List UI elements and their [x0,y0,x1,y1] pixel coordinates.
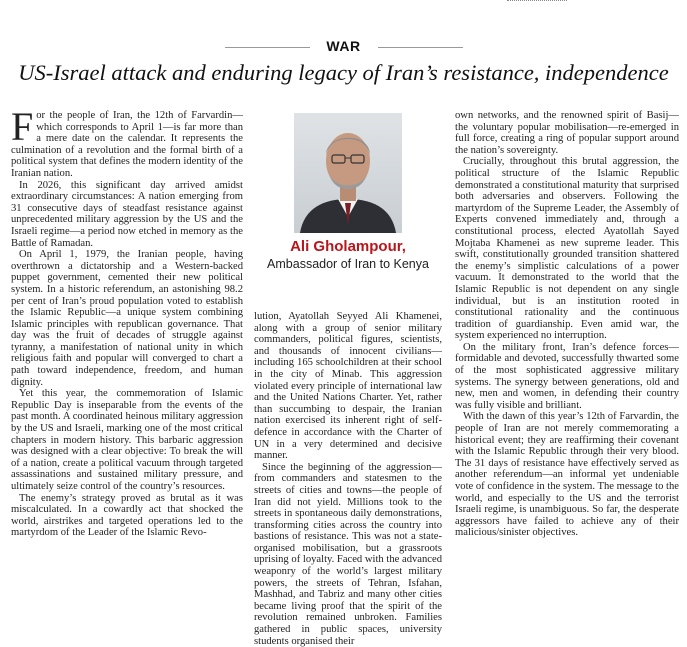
section-rule-right [378,47,463,48]
top-dotted-rule [507,0,567,1]
paragraph-text: or the people of Iran, the 12th of Farvardin—which corresponds to April 1—is far more than a mere date on the calendar. It represents the culmination of a revolution and the formal birth of a political system that defines the modern identity of the Iranian nation. [11,110,243,179]
author-portrait-graphic [294,113,402,233]
article-paragraph: own networks, and the renowned spirit of Basij—the voluntary popular mobilisation—re-emerged in full force, creating a ring of popular support around the nation’s sovereignty. [455,110,679,156]
article-column-2 [254,311,442,647]
article-paragraph: The enemy’s strategy proved as brutal as it was miscalculated. In a cowardly act that shocked the world, airstrikes and targeted operations led to the martyrdom of the Leader of the Islamic Revo- [11,492,243,539]
section-label [0,38,687,54]
article-paragraph: On the military front, Iran’s defence forces—formidable and devoted, successfully thwarted some of the most sophisticated aggressive military systems. The synergy between generations, old and new, men and women, in defending their country was fully visible and brilliant. [455,341,679,411]
headline: US-Israel attack and enduring legacy of Iran’s resistance, independence [18,60,669,85]
article-column-3 [455,110,679,539]
article-paragraph: With the dawn of this year’s 12th of Farvardin, the people of Iran are not merely commemorating a historical event; they are reaffirming their covenant with the Islamic Republic through their very blood. The 31 days of resistance have effectively served as another referendum—an informal yet undeniable vote of confidence in the system. The message to the world, and especially to the US and the terrorist Israeli regime, is unambiguous. So far, the desperate aggressors have failed to achieve any of their malicious/sinister objectives. [455,411,679,539]
drop-cap: F [11,104,34,149]
article-paragraph: Crucially, throughout this brutal aggression, the political structure of the Islamic Republic demonstrated a constitutional maturity that surprised both adversaries and observers. Following the martyrdom of the Supreme Leader, the Assembly of Experts convened immediately and, through a constitutional process, elected Ayatollah Sayed Mojtaba Khamenei as new supreme leader. This swift, constitutionally grounded transition shattered the enemy’s simplistic calculations of a power vacuum. It demonstrated to the world that the Islamic Republic is not dependent on any single individual, but is an institution rooted in constitutional rationality and the continuous tradition of guardianship. Even amid war, the system experienced no interruption. [455,156,679,342]
article-paragraph: In 2026, this significant day arrived amidst extraordinary circumstances: A nation emerging from 31 consecutive days of steadfast resistance against unprecedented military aggression by the US and the Israeli regime—a period now etched in memory as the Battle of Ramadan. [11,179,243,249]
article-paragraph: Since the beginning of the aggression—from commanders and statesmen to the streets of cities and towns—the people of Iran did not yield. Millions took to the streets in spontaneous daily demonstrations, transforming cities across the country into bastions of resistance. This was not a state-organised mobilisation, but a grassroots uprising of loyalty. Faced with the advanced weaponry of the world’s largest military powers, the streets of Tehran, Isfahan, Mashhad, and Tabriz and many other cities became living proof that the spirit of the revolution remained unbroken. Families gathered in public spaces, university students organised their [254,461,442,647]
article-column-1 [11,104,243,539]
article-paragraph: Yet this year, the commemoration of Islamic Republic Day is inseparable from the events of the past month. A coordinated heinous military aggression by the US and Israeli, marking one of the most critical chapters in modern history. This barbaric aggression was designed with a clear objective: To break the will of a nation, create a political vacuum through targeted assassinations and sustained military pressure, and ultimately seize control of the country’s resources. [11,388,243,492]
author-photo [294,113,402,233]
author-name: Ali Gholampour, [290,238,406,255]
section-rule-left [225,47,310,48]
article-paragraph [11,104,243,180]
article-paragraph: lution, Ayatollah Seyyed Ali Khamenei, along with a group of senior military commanders, political figures, scientists, and thousands of innocent civilians—including 165 schoolchildren at their school in the city of Minab. This aggression violated every principle of international law and the United Nations Charter. Yet, rather than succumbing to despair, the Iranian nation exercised its inherent right of self-defence in accordance with the Charter of UN in a very determined and decisive manner. [254,311,442,462]
top-edge [0,0,687,8]
article-paragraph: On April 1, 1979, the Iranian people, having overthrown a dictatorship and a Western-backed puppet government, cemented their new political system. In a historic referendum, an astonishing 98.2 per cent of Iran’s proud population voted to establish the Islamic Republic—a unique system combining Islamic principles with republican governance. That day was the fruit of decades of struggle against tyranny, a manifestation of national unity in which religious faith and popular will converged to chart a path toward independence, freedom, and human dignity. [11,249,243,388]
section-label-text: WAR [326,38,361,54]
author-title: Ambassador of Iran to Kenya [267,257,429,271]
